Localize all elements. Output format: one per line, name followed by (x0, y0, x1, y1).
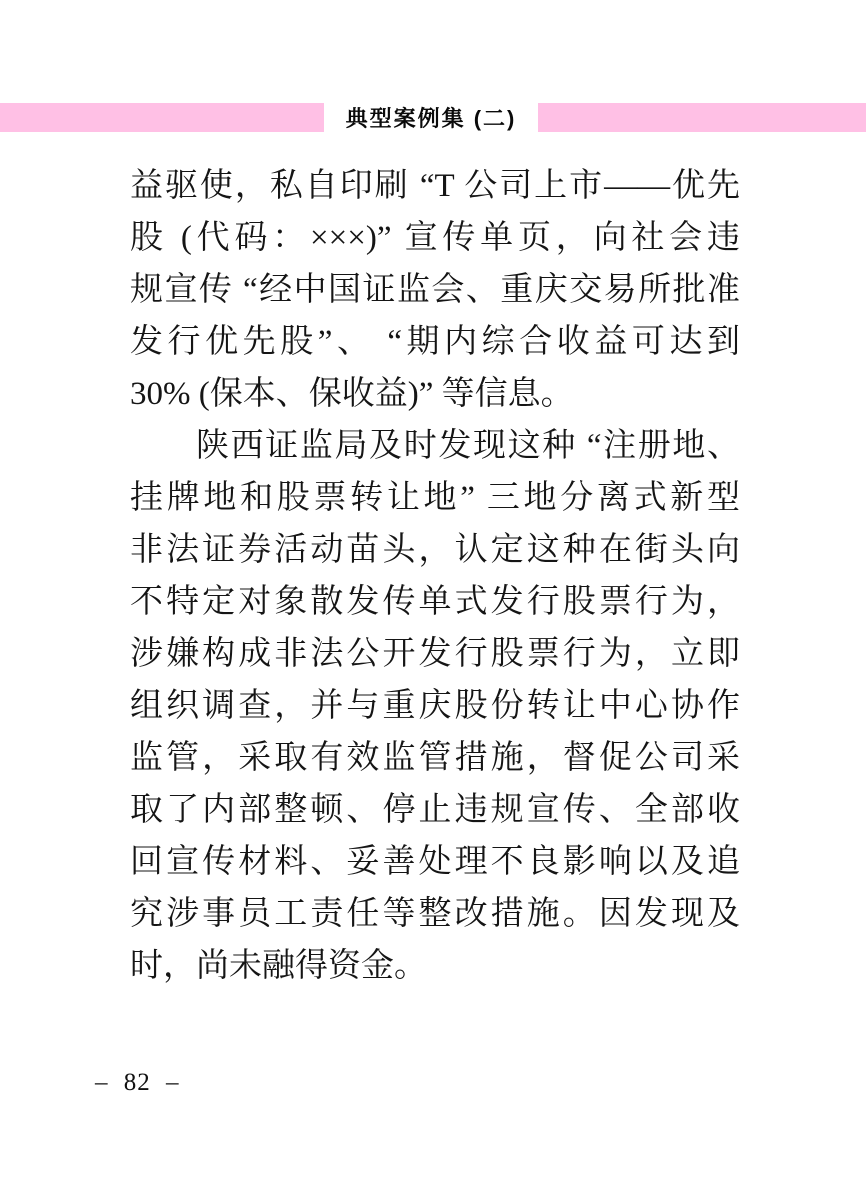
text-line: 非法证券活动苗头，认定这种在街头向 (130, 532, 740, 568)
text-line: 30% (保本、保收益)” 等信息。 (130, 376, 574, 412)
running-head-title: 典型案例集 (二) (345, 106, 517, 131)
text-line: 益驱使，私自印刷 “T 公司上市——优先 (130, 168, 740, 204)
text-line: 究涉事员工责任等整改措施。因发现及 (130, 896, 740, 932)
header-bar-right (538, 103, 866, 132)
text-line: 不特定对象散发传单式发行股票行为， (130, 584, 740, 620)
text-line: 股 (代码：×××)” 宣传单页，向社会违 (130, 220, 740, 256)
text-line: 陕西证监局及时发现这种 “注册地、 (196, 428, 740, 464)
page-footer (95, 1069, 180, 1097)
text-line: 组织调查，并与重庆股份转让中心协作 (130, 688, 740, 724)
text-line: 发行优先股”、 “期内综合收益可达到 (130, 324, 740, 360)
page-number: – 82 – (95, 1069, 180, 1096)
text-line: 回宣传材料、妥善处理不良影响以及追 (130, 844, 740, 880)
header-bar-left (0, 103, 324, 132)
text-line: 涉嫌构成非法公开发行股票行为，立即 (130, 636, 740, 672)
header-title-gap (324, 102, 538, 133)
text-line: 监管，采取有效监管措施，督促公司采 (130, 740, 740, 776)
text-line: 规宣传 “经中国证监会、重庆交易所批准 (130, 272, 740, 308)
text-line: 取了内部整顿、停止违规宣传、全部收 (130, 792, 740, 828)
body-text-block (130, 160, 740, 992)
text-line: 挂牌地和股票转让地” 三地分离式新型 (130, 480, 740, 516)
text-line: 时，尚未融得资金。 (130, 948, 427, 984)
running-head (0, 103, 866, 132)
